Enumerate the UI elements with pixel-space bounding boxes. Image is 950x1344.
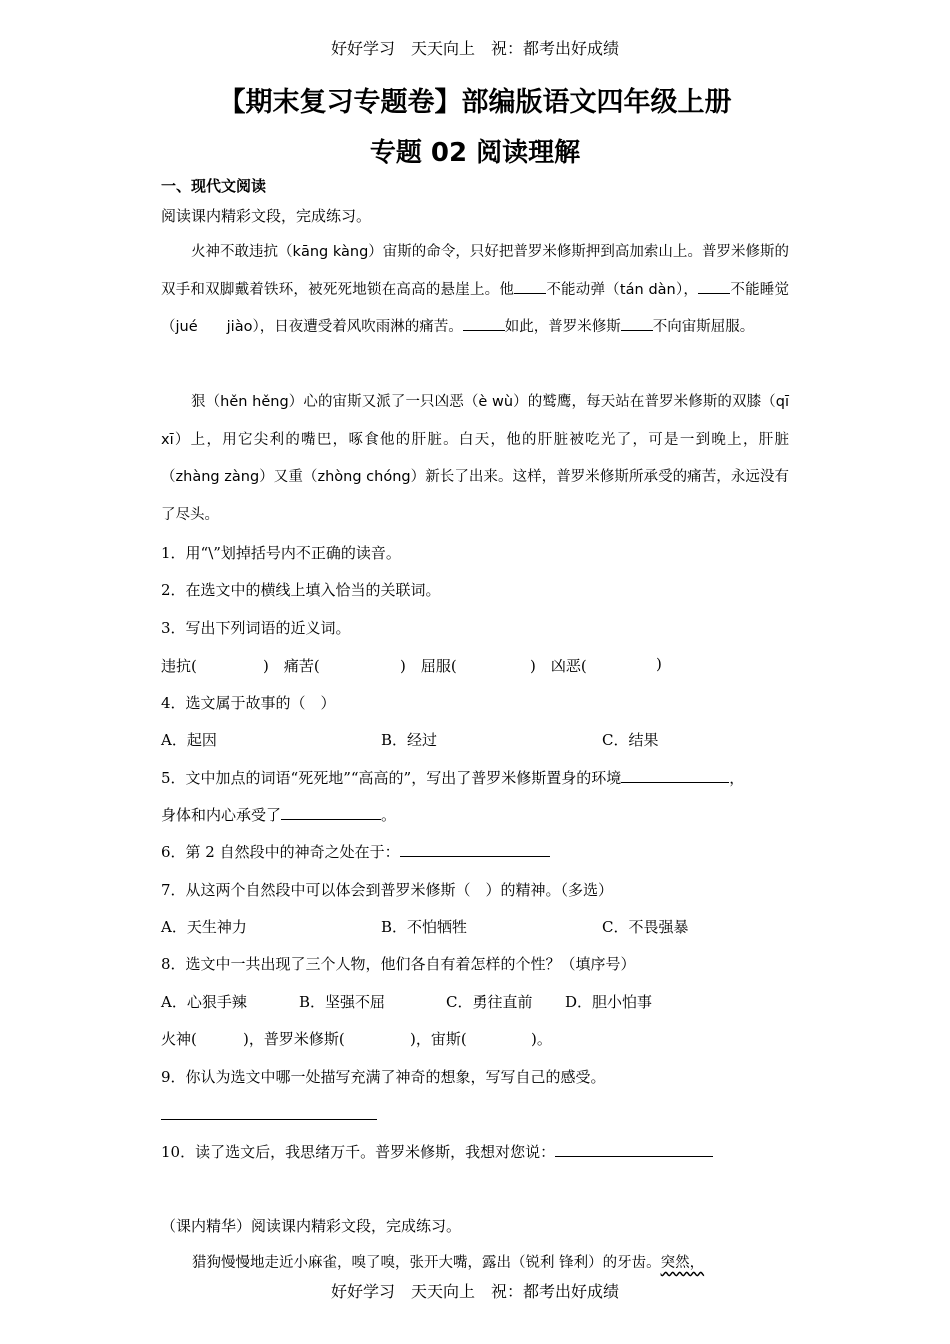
question-text: 身体和内心承受了 — [161, 806, 282, 824]
question-text: 6．第 2 自然段中的神奇之处在于： — [161, 843, 400, 861]
synonym-prompt-2: ) 痛苦( — [263, 657, 320, 675]
punctuation: 。 — [381, 806, 397, 824]
reading-instruction: 阅读课内精彩文段，完成练习。 — [161, 207, 372, 225]
fill-huoshen: 火神( — [161, 1030, 197, 1048]
option-b[interactable]: B．坚强不屈 — [299, 993, 386, 1011]
question-4: 4．选文属于故事的（ ） — [161, 694, 336, 712]
passage-text: 猎狗慢慢地走近小麻雀，嗅了嗅，张开大嘴，露出（锐利 锋利）的牙齿。 — [192, 1255, 661, 1271]
question-2: 2．在选文中的横线上填入恰当的关联词。 — [161, 581, 441, 599]
question-3: 3．写出下列词语的近义词。 — [161, 619, 351, 637]
reading-instruction-2: （课内精华）阅读课内精彩文段，完成练习。 — [161, 1217, 462, 1235]
question-text: 5．文中加点的词语“死死地”“高高的”，写出了普罗米修斯置身的环境 — [161, 769, 622, 787]
document-title: 【期末复习专题卷】部编版语文四年级上册 — [218, 87, 732, 118]
synonym-prompt-1: 违抗( — [161, 657, 197, 675]
document-subtitle: 专题 02 阅读理解 — [369, 138, 581, 168]
question-7: 7．从这两个自然段中可以体会到普罗米修斯（ ）的精神。（多选） — [161, 881, 614, 899]
question-1: 1．用“\”划掉括号内不正确的读音。 — [161, 544, 401, 562]
option-a[interactable]: A．起因 — [161, 731, 217, 749]
page-footer: 好好学习 天天向上 祝：都考出好成绩 — [330, 1282, 619, 1301]
answer-blank[interactable] — [400, 842, 550, 857]
option-b[interactable]: B．不怕牺牲 — [381, 918, 468, 936]
page-header: 好好学习 天天向上 祝：都考出好成绩 — [330, 39, 619, 58]
answer-blank[interactable] — [621, 768, 729, 783]
option-a[interactable]: A．天生神力 — [161, 918, 247, 936]
question-5 — [161, 767, 744, 788]
dotted-word: 突然， — [660, 1255, 705, 1271]
fill-prometheus: )，普罗米修斯( — [243, 1030, 345, 1048]
answer-blank[interactable] — [555, 1142, 713, 1157]
synonym-prompt-4: ) 凶恶( — [530, 657, 587, 675]
question-6 — [161, 841, 550, 862]
option-b[interactable]: B．经过 — [381, 731, 438, 749]
passage-paragraph-2: 狠（hěn hěng）心的宙斯又派了一只凶恶（è wù）的鹫鹰，每天站在普罗米修斯的双膝（qī xī）上，用它尖利的嘴巴，啄食他的肝脏。白天，他的肝脏被吃光了，可是一到晚上，肝脏（zhàng zàng）又重（zhòng chóng）新长了出来。这样，普罗米修斯所承受的痛苦，永远没有了尽头。 — [161, 394, 789, 523]
passage-2-start — [192, 1251, 704, 1272]
question-text: 10．读了选文后，我思绪万千。普罗米修斯，我想对您说： — [161, 1143, 556, 1161]
option-d[interactable]: D．胆小怕事 — [565, 993, 653, 1011]
answer-blank[interactable] — [281, 805, 381, 820]
passage-paragraph-1 — [161, 234, 789, 347]
passage-text: 不向宙斯屈服。 — [652, 319, 755, 335]
passage-text: 如此，普罗米修斯 — [504, 319, 621, 335]
passage-text: 不能睡觉（jué jiào），日夜遭受着风吹雨淋的痛苦。 — [161, 281, 789, 335]
answer-line[interactable] — [161, 1119, 377, 1120]
synonym-prompt-end: ) — [656, 655, 662, 673]
fill-zeus: )，宙斯( — [410, 1030, 467, 1048]
option-c[interactable]: C．勇往直前 — [446, 993, 533, 1011]
fill-end: )。 — [531, 1030, 552, 1048]
punctuation: ， — [729, 769, 745, 787]
option-a[interactable]: A．心狠手辣 — [161, 993, 247, 1011]
question-8: 8．选文中一共出现了三个人物，他们各自有着怎样的个性？（填序号） — [161, 955, 636, 973]
passage-text: 火神不敢违抗（kāng kàng）宙斯的命令，只好把普罗米修斯押到高加索山上。普罗米修斯的双手和双脚戴着铁环，被死死地锁在高高的悬崖上。他 — [161, 244, 789, 298]
passage-text: 不能动弹（tán dàn）， — [546, 281, 699, 298]
section-heading: 一、现代文阅读 — [161, 177, 267, 195]
fill-blank[interactable] — [514, 279, 546, 294]
fill-blank[interactable] — [463, 316, 505, 331]
question-9: 9．你认为选文中哪一处描写充满了神奇的想象，写写自己的感受。 — [161, 1068, 606, 1086]
synonym-prompt-3: ) 屈服( — [400, 657, 457, 675]
fill-blank[interactable] — [621, 316, 653, 331]
question-5-continued — [161, 804, 396, 825]
fill-blank[interactable] — [698, 279, 730, 294]
option-c[interactable]: C．不畏强暴 — [602, 918, 689, 936]
question-10 — [161, 1141, 713, 1162]
option-c[interactable]: C．结果 — [602, 731, 659, 749]
